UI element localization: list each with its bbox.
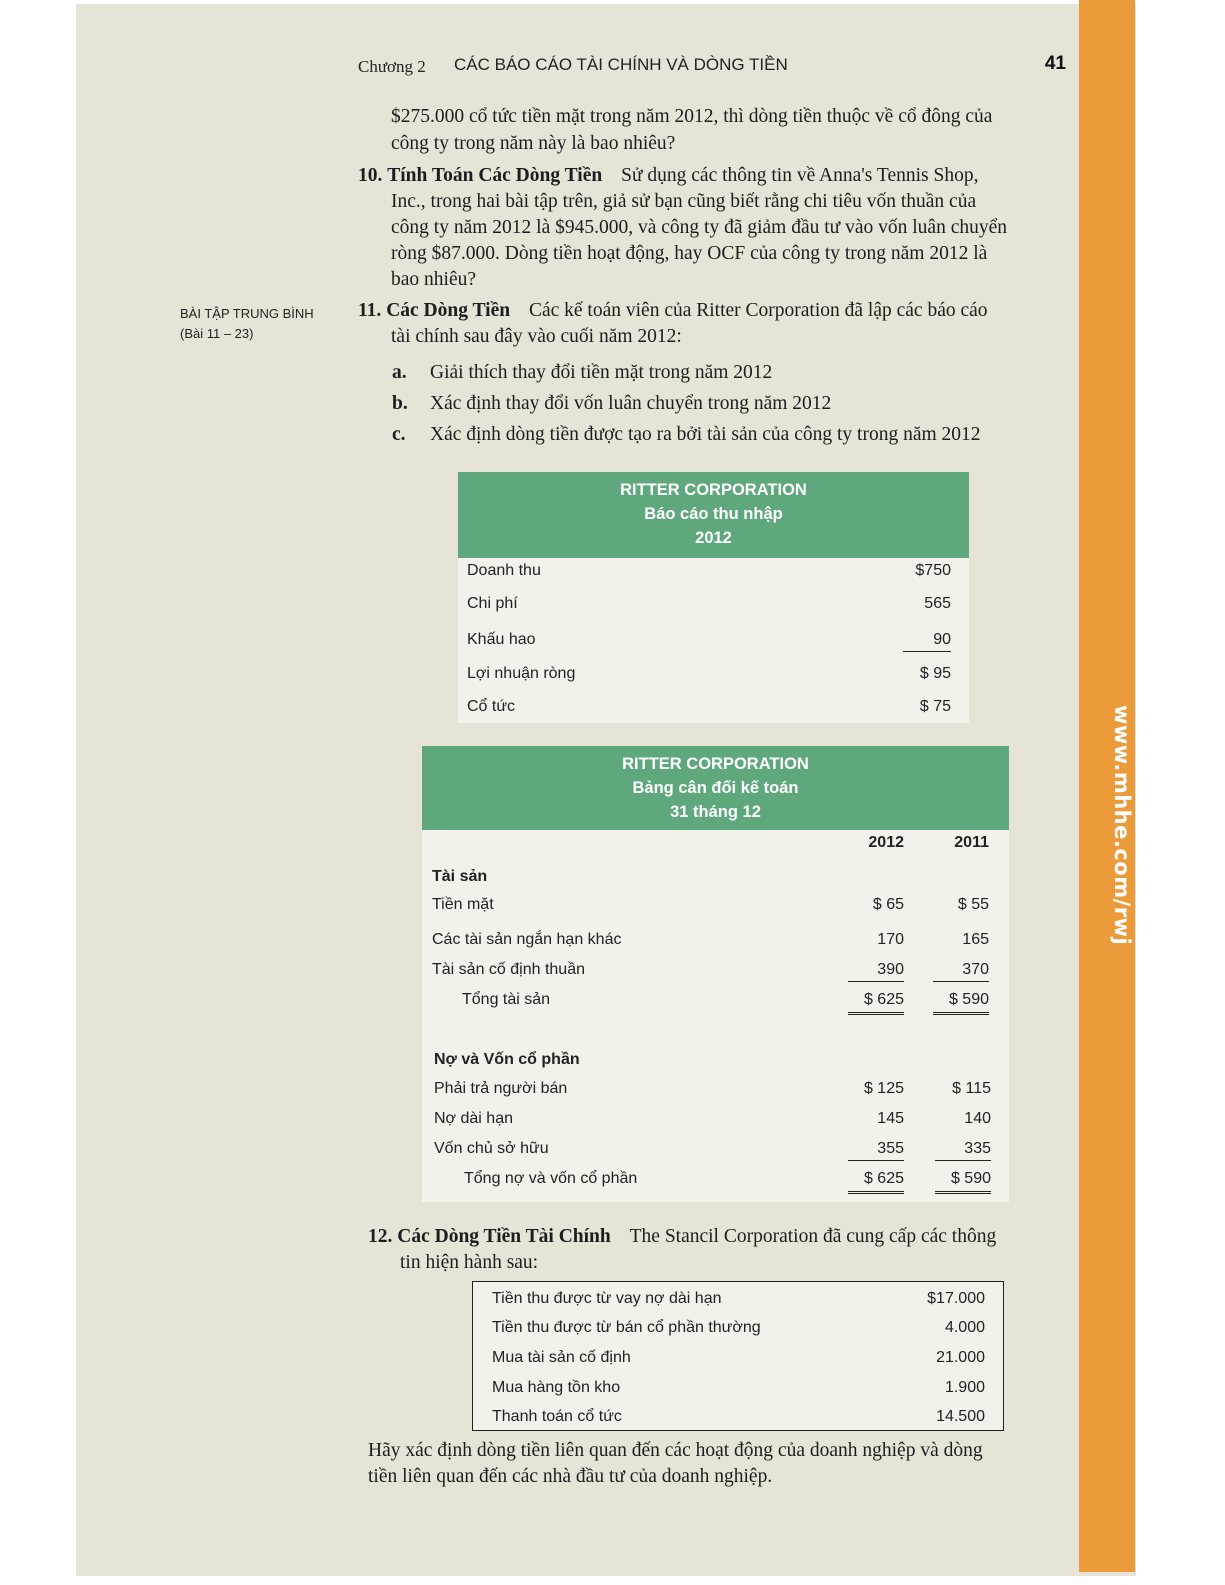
column-2011: 2011 <box>954 834 989 851</box>
stancil-row-label: Mua hàng tồn kho <box>492 1379 621 1396</box>
q11-item-c <box>392 424 981 446</box>
stancil-row-value: 14.500 <box>936 1408 985 1425</box>
assets-heading-label: Tài sản <box>432 868 488 885</box>
q11-item-a-text: Giải thích thay đổi tiền mặt trong năm 2012 <box>430 362 773 383</box>
income-row-depreciation <box>458 627 969 657</box>
q11-number: 11. <box>358 300 382 321</box>
asset-row-cash <box>422 892 1009 922</box>
income-row-value: 565 <box>924 595 951 612</box>
asset-value-2012: $ 65 <box>872 896 904 913</box>
income-row-value: 90 <box>903 631 951 652</box>
balance-column-headers <box>422 830 1009 860</box>
q10-line-5: bao nhiêu? <box>391 269 477 290</box>
income-row-label: Khấu hao <box>467 631 536 648</box>
income-statement-header <box>458 472 969 558</box>
liab-row-label: Nợ dài hạn <box>434 1110 513 1127</box>
income-row-value: $ 75 <box>919 698 951 715</box>
asset-value-2011: $ 590 <box>933 991 989 1015</box>
stancil-row <box>473 1315 1003 1345</box>
q12-first-line <box>368 1224 996 1250</box>
stancil-row-value: 4.000 <box>944 1319 985 1336</box>
stancil-row-label: Tiền thu được từ vay nợ dài hạn <box>492 1290 722 1307</box>
balance-sheet-table <box>422 746 1009 1202</box>
stancil-row <box>473 1404 1003 1434</box>
liab-value-2012: $ 125 <box>863 1080 904 1097</box>
q11-line-2: tài chính sau đây vào cuối năm 2012: <box>391 326 682 347</box>
liab-row-equity <box>422 1136 1009 1166</box>
q12-number: 12. <box>368 1226 393 1247</box>
continued-line-1: $275.000 cổ tức tiền mặt trong năm 2012, thì dòng tiền thuộc về cổ đông của <box>391 106 993 127</box>
stancil-row-value: 21.000 <box>936 1349 985 1366</box>
q10-line-3: công ty năm 2012 là $945.000, và công ty đã giảm đầu tư vào vốn luân chuyển <box>391 217 1008 238</box>
q11-item-b <box>392 393 831 415</box>
q11-title: Các Dòng Tiền <box>386 300 511 321</box>
asset-row-total <box>422 987 1009 1017</box>
q11-item-a <box>392 362 772 384</box>
q11-line-1: Các kế toán viên của Ritter Corporation đã lập các báo cáo <box>528 300 988 321</box>
stancil-row-value: 1.900 <box>944 1379 985 1396</box>
balance-date: 31 tháng 12 <box>670 803 761 821</box>
liab-value-2011: 140 <box>964 1110 991 1127</box>
asset-row-label: Các tài sản ngắn hạn khác <box>432 931 622 948</box>
sidenote-line-1: BÀI TẬP TRUNG BÌNH <box>180 306 314 321</box>
stancil-row <box>473 1375 1003 1405</box>
stancil-row-label: Tiền thu được từ bán cổ phần thường <box>492 1319 761 1336</box>
asset-row-fixed <box>422 957 1009 987</box>
liab-row-label: Vốn chủ sở hữu <box>434 1140 549 1157</box>
q12-closing-2: tiền liên quan đến các nhà đầu tư của doanh nghiệp. <box>368 1466 773 1487</box>
q10-line-2: Inc., trong hai bài tập trên, giả sử bạn cũng biết rằng chi tiêu vốn thuần của <box>391 191 977 212</box>
asset-value-2012: $ 625 <box>848 991 904 1015</box>
column-2012: 2012 <box>868 834 904 851</box>
asset-row-label: Tiền mặt <box>432 896 494 913</box>
asset-value-2012: 390 <box>848 961 904 982</box>
asset-value-2012: 170 <box>877 931 904 948</box>
q11-item-c-letter: c. <box>392 424 406 445</box>
q10-line-4: ròng $87.000. Dòng tiền hoạt động, hay OCF của công ty trong năm 2012 là <box>391 243 988 264</box>
liab-value-2012: 145 <box>877 1110 904 1127</box>
q12-line-2: tin hiện hành sau: <box>400 1252 539 1273</box>
difficulty-sidenote <box>180 304 314 344</box>
income-title: RITTER CORPORATION <box>620 481 807 499</box>
liabilities-heading-label: Nợ và Vốn cổ phần <box>434 1051 580 1068</box>
stancil-row-label: Thanh toán cổ tức <box>492 1408 622 1425</box>
asset-row-label: Tổng tài sản <box>462 991 551 1008</box>
asset-row-label: Tài sản cố định thuần <box>432 961 585 978</box>
balance-subtitle: Bảng cân đối kế toán <box>632 779 799 797</box>
q12-title: Các Dòng Tiền Tài Chính <box>397 1226 611 1247</box>
asset-row-other-current <box>422 927 1009 957</box>
liab-value-2011: $ 115 <box>952 1080 991 1097</box>
asset-value-2011: 370 <box>933 961 989 982</box>
balance-title: RITTER CORPORATION <box>622 755 809 773</box>
liab-row-long-term-debt <box>422 1106 1009 1136</box>
chapter-title: CÁC BÁO CÁO TÀI CHÍNH VÀ DÒNG TIỀN <box>454 55 788 74</box>
q11-first-line <box>358 298 988 324</box>
page-header <box>358 52 1066 82</box>
income-row-label: Chi phí <box>467 595 518 612</box>
stancil-row-label: Mua tài sản cố định <box>492 1349 631 1366</box>
liab-row-label: Phải trả người bán <box>434 1080 568 1097</box>
liab-value-2012: 355 <box>848 1140 904 1161</box>
income-row-value: $ 95 <box>919 665 951 682</box>
q12-closing-1: Hãy xác định dòng tiền liên quan đến các hoạt động của doanh nghiệp và dòng <box>368 1440 983 1461</box>
liab-value-2012: $ 625 <box>848 1170 904 1194</box>
income-year: 2012 <box>695 529 732 547</box>
chapter-label: Chương 2 <box>358 57 426 76</box>
q10-line-1: Sử dụng các thông tin về Anna's Tennis Shop, <box>621 165 979 186</box>
q10-number: 10. <box>358 165 383 186</box>
stancil-row <box>473 1286 1003 1316</box>
balance-sheet-header <box>422 746 1009 830</box>
q10-title: Tính Toán Các Dòng Tiền <box>387 165 603 186</box>
income-row-expenses <box>458 591 969 621</box>
liab-value-2011: 335 <box>935 1140 991 1161</box>
q11-item-b-text: Xác định thay đổi vốn luân chuyển trong năm 2012 <box>430 393 832 414</box>
income-statement-table <box>458 472 969 723</box>
liab-row-label: Tổng nợ và vốn cổ phần <box>464 1170 638 1187</box>
income-row-label: Lợi nhuận ròng <box>467 665 576 682</box>
page-number: 41 <box>1044 53 1066 74</box>
liabilities-heading <box>422 1047 1009 1077</box>
q11-item-a-letter: a. <box>392 362 407 383</box>
sidenote-line-2: (Bài 11 – 23) <box>180 326 254 341</box>
asset-value-2011: 165 <box>962 931 989 948</box>
q12-line-1: The Stancil Corporation đã cung cấp các thông <box>629 1226 997 1247</box>
assets-heading <box>422 864 1009 894</box>
liab-value-2011: $ 590 <box>935 1170 991 1194</box>
q11-item-b-letter: b. <box>392 393 408 414</box>
liab-row-payables <box>422 1076 1009 1106</box>
income-row-label: Cổ tức <box>467 698 516 715</box>
asset-value-2011: $ 55 <box>957 896 989 913</box>
stancil-row-value: $17.000 <box>927 1290 985 1307</box>
q10-first-line <box>358 163 978 189</box>
stancil-row <box>473 1345 1003 1375</box>
income-row-value: $750 <box>915 562 951 579</box>
stancil-info-table <box>472 1281 1004 1431</box>
income-row-dividends <box>458 694 969 724</box>
liab-row-total <box>422 1166 1009 1196</box>
income-row-label: Doanh thu <box>467 562 541 579</box>
side-url: www.mhhe.com/rwj <box>1110 705 1134 946</box>
income-row-revenue <box>458 558 969 588</box>
continued-line-2: công ty trong năm này là bao nhiêu? <box>391 133 676 154</box>
income-subtitle: Báo cáo thu nhập <box>644 505 783 523</box>
income-row-net-income <box>458 661 969 691</box>
q11-item-c-text: Xác định dòng tiền được tạo ra bởi tài sản của công ty trong năm 2012 <box>430 424 981 445</box>
